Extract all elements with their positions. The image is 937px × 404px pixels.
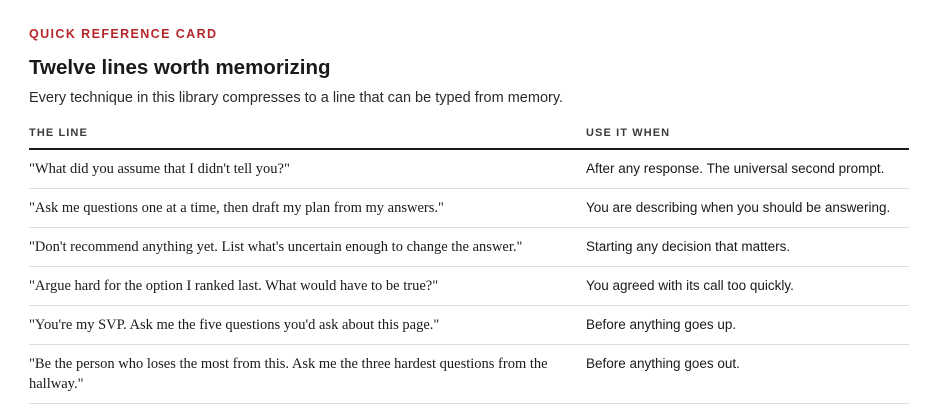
line-cell: "You're my SVP. Ask me the five questions you'd ask about this page." [29, 306, 586, 345]
table-row [29, 189, 909, 228]
use-it-when-cell: You agreed with its call too quickly. [586, 267, 909, 306]
use-it-when-cell: Starting any decision that matters. [586, 228, 909, 267]
line-cell: "Ask me questions one at a time, then draft my plan from my answers." [29, 189, 586, 228]
line-cell: "Be the person who loses the most from this. Ask me the three hardest questions from the hallway." [29, 345, 586, 404]
reference-card [29, 0, 909, 404]
use-it-when-cell: You are describing when you should be answering. [586, 189, 909, 228]
use-it-when-cell: After any response. The universal second prompt. [586, 149, 909, 189]
table-row [29, 267, 909, 306]
table-row [29, 149, 909, 189]
use-it-when-cell: Before anything goes up. [586, 306, 909, 345]
column-header-line: THE LINE [29, 127, 586, 149]
eyebrow-label: QUICK REFERENCE CARD [29, 27, 218, 41]
reference-table [29, 127, 909, 404]
table-row [29, 228, 909, 267]
line-cell: "Argue hard for the option I ranked last. What would have to be true?" [29, 267, 586, 306]
table-row [29, 306, 909, 345]
line-cell: "What did you assume that I didn't tell you?" [29, 149, 586, 189]
table-header-row [29, 127, 909, 149]
line-cell: "Don't recommend anything yet. List what's uncertain enough to change the answer." [29, 228, 586, 267]
column-header-use-it-when: USE IT WHEN [586, 127, 909, 149]
table-row [29, 345, 909, 404]
page-subtitle: Every technique in this library compresses to a line that can be typed from memory. [29, 90, 564, 106]
page-title: Twelve lines worth memorizing [29, 56, 331, 79]
use-it-when-cell: Before anything goes out. [586, 345, 909, 404]
